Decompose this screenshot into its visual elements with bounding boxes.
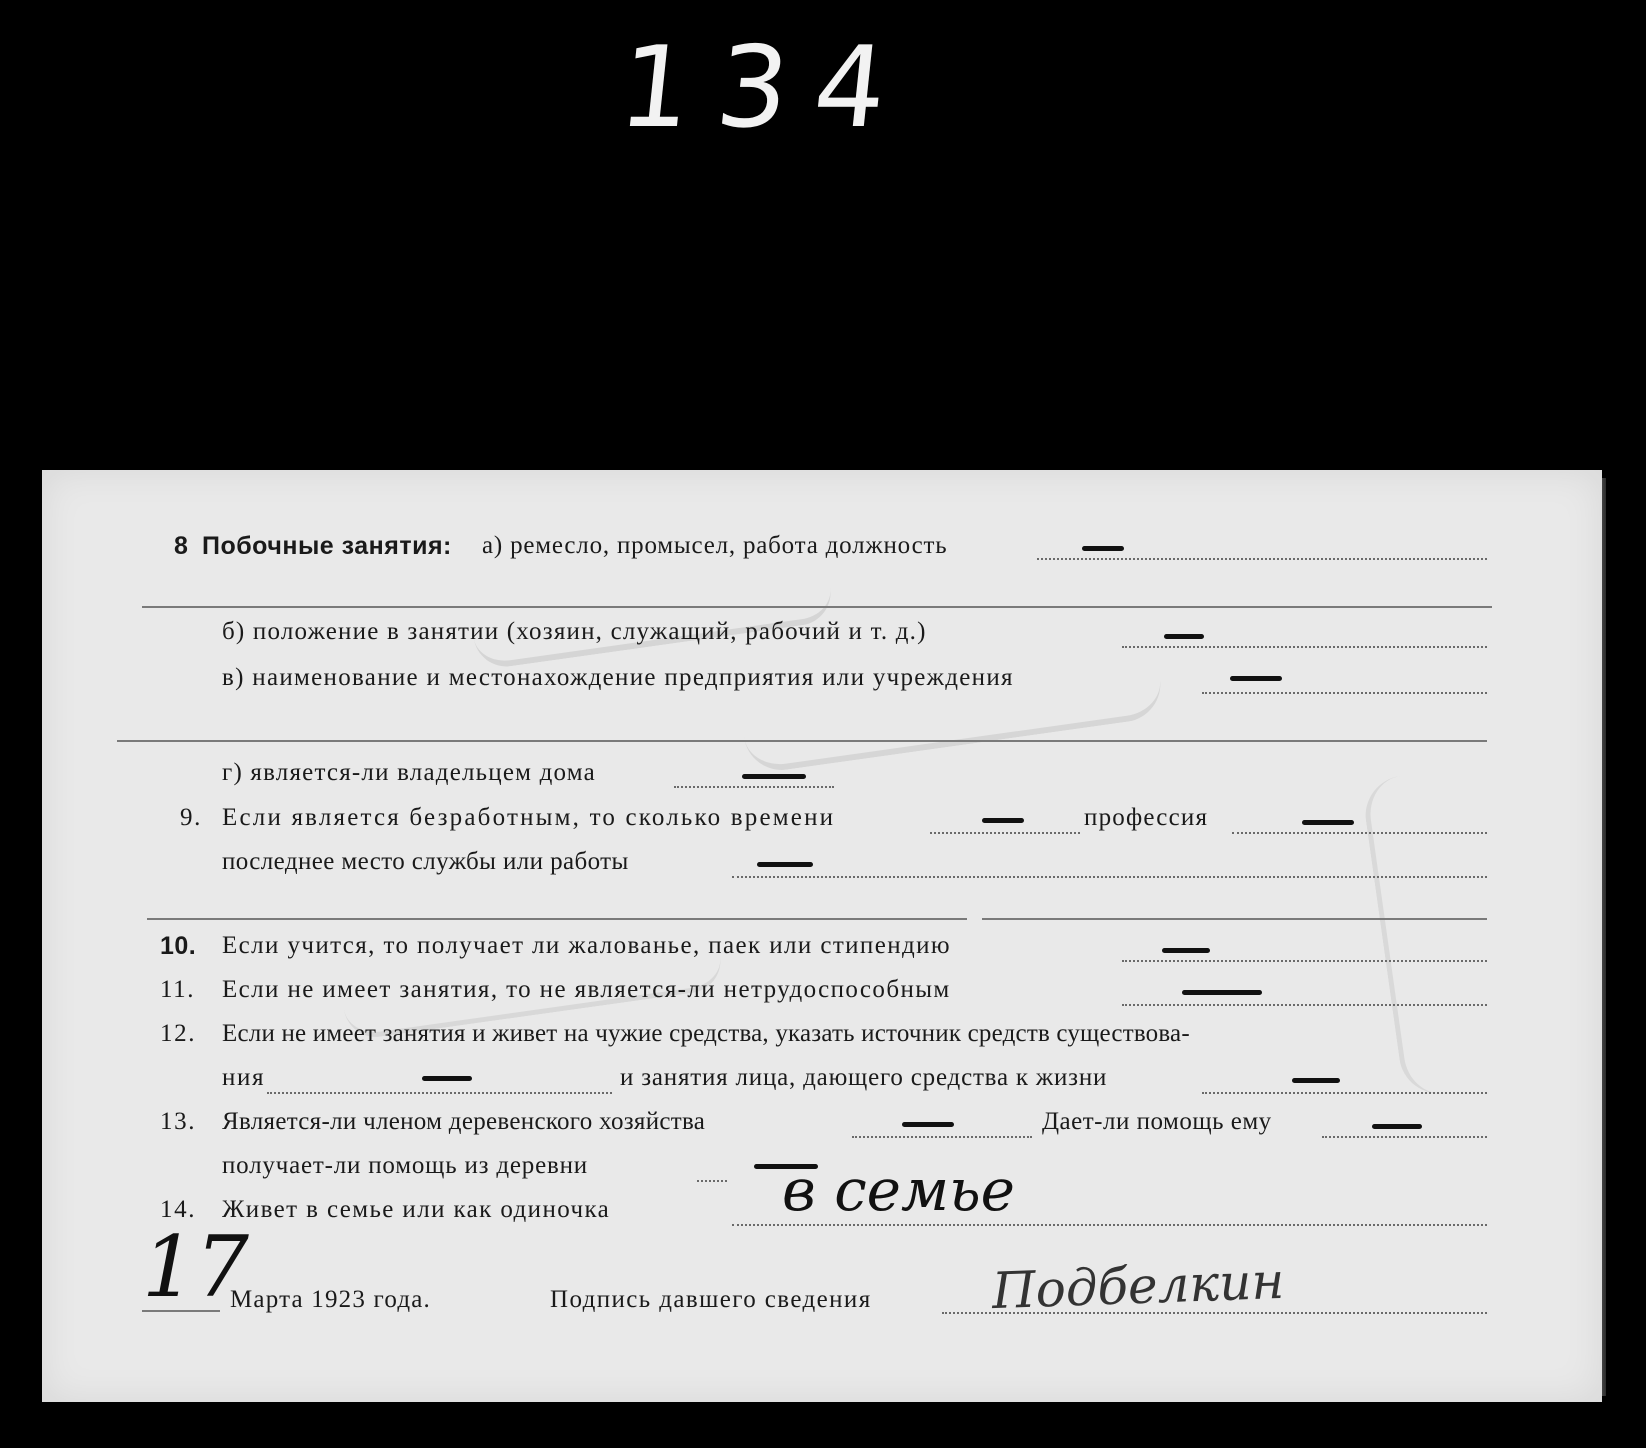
footer-signature-label: Подпись давшего сведения <box>550 1286 872 1313</box>
q8-g-answer-dash <box>742 774 806 779</box>
q10-answer-dash <box>1162 948 1210 953</box>
q8-a-label: а) ремесло, промысел, работа должность <box>482 532 948 559</box>
q12-source-answer-dash <box>422 1076 472 1081</box>
q13-number: 13. <box>160 1108 197 1135</box>
bleed-through-mark <box>1360 761 1548 1098</box>
q9-line-2 <box>982 918 1487 920</box>
q9-number: 9. <box>180 804 202 831</box>
q11-dots <box>1122 1004 1487 1006</box>
q14-dots <box>732 1224 1487 1226</box>
q8-v-answer-dash <box>1230 676 1282 681</box>
q8-title: Побочные занятия: <box>202 532 452 560</box>
q12-number: 12. <box>160 1020 197 1047</box>
q13-text2: Дает-ли помощь ему <box>1042 1108 1272 1135</box>
q8-v-dots <box>1202 692 1487 694</box>
q13-help-answer-dash <box>1372 1124 1422 1129</box>
form-card <box>42 470 1602 1402</box>
footer-signature: Подбелкин <box>991 1251 1286 1321</box>
q9-lastplace-answer-dash <box>757 862 813 867</box>
footer-day: 17 <box>142 1218 249 1316</box>
q8-g-label: г) является-ли владельцем дома <box>222 759 596 786</box>
q13-member-answer-dash <box>902 1122 954 1127</box>
q8-b-dots <box>1122 646 1487 648</box>
q8-v-label: в) наименование и местонахождение предприятия или учреждения <box>222 664 1014 691</box>
q14-answer: в семье <box>782 1156 1015 1224</box>
q13-help-dots <box>1322 1136 1487 1138</box>
q12-text1: Если не имеет занятия и живет на чужие средства, указать источник средств существова- <box>222 1020 1190 1047</box>
q11-number: 11. <box>160 976 196 1003</box>
q8-number: 8 <box>174 532 189 560</box>
q12-text2: ния <box>222 1064 266 1091</box>
q8-a-dots <box>1037 558 1487 560</box>
q11-answer-dash <box>1182 990 1262 995</box>
q12-text3: и занятия лица, дающего средства к жизни <box>620 1064 1108 1091</box>
bleed-through-mark <box>469 555 835 670</box>
q13-village-dots <box>697 1180 727 1182</box>
q8-a-answer-dash <box>1082 546 1124 551</box>
q13-text1: Является-ли членом деревенского хозяйства <box>222 1108 706 1135</box>
page-number: 134 <box>613 23 919 153</box>
q10-number: 10. <box>160 932 197 960</box>
q8-g-dots <box>674 786 834 788</box>
q9-text3: последнее место службы или работы <box>222 848 629 875</box>
q12-person-answer-dash <box>1292 1078 1340 1083</box>
q12-person-dots <box>1202 1092 1487 1094</box>
q9-line <box>147 918 967 920</box>
q12-source-dots <box>267 1092 612 1094</box>
q14-number: 14. <box>160 1196 197 1223</box>
q8-a-line <box>142 606 1492 608</box>
q9-profession-label: профессия <box>1084 804 1209 831</box>
q9-text1: Если является безработным, то сколько времени <box>222 804 836 831</box>
footer-date: Марта 1923 года. <box>230 1286 431 1313</box>
q8-b-label: б) положение в занятии (хозяин, служащий, рабочий и т. д.) <box>222 618 927 645</box>
q10-text: Если учится, то получает ли жалованье, паек или стипендию <box>222 932 951 959</box>
q8-b-answer-dash <box>1164 634 1204 639</box>
q9-profession-answer-dash <box>1302 820 1354 825</box>
q9-lastplace-dots <box>732 876 1487 878</box>
q9-profession-dots <box>1232 832 1487 834</box>
footer-day-line <box>142 1310 220 1312</box>
q14-text: Живет в семье или как одиночка <box>222 1196 611 1223</box>
q13-member-dots <box>852 1136 1032 1138</box>
q8-v-line <box>117 740 1487 742</box>
q11-text: Если не имеет занятия, то не является-ли нетрудоспособным <box>222 976 951 1003</box>
q10-dots <box>1122 960 1487 962</box>
q13-text3: получает-ли помощь из деревни <box>222 1152 588 1179</box>
q9-time-dots <box>930 832 1080 834</box>
q9-time-answer-dash <box>982 818 1024 823</box>
